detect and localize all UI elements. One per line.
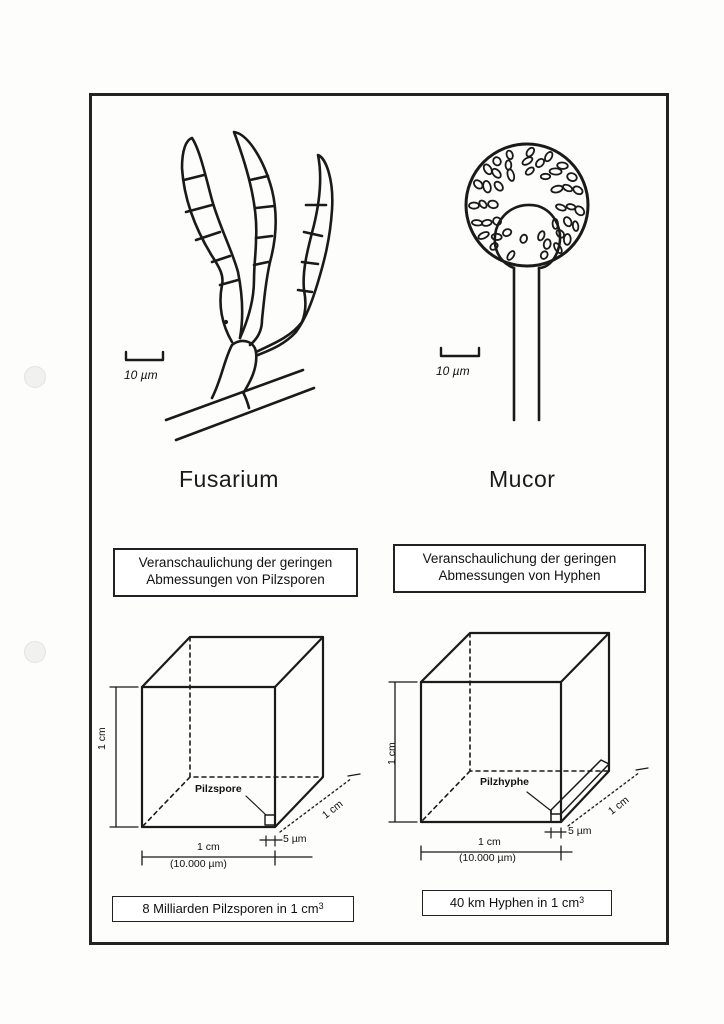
spore-cell (537, 230, 546, 241)
spore-cell (472, 220, 483, 226)
spore-cell (525, 146, 536, 158)
fusarium-title: Fusarium (179, 466, 279, 492)
spore-cell (562, 183, 573, 192)
spore-cell (493, 180, 505, 192)
hypha-height-label: 1 cm (386, 742, 398, 765)
spore-cell (524, 166, 535, 176)
spore-cell (539, 250, 549, 260)
spore-cell (505, 160, 511, 169)
spore-cell (477, 231, 490, 241)
fusarium-drawing (126, 132, 332, 440)
spore-width-microns: (10.000 µm) (170, 858, 227, 870)
spore-cell (541, 174, 550, 180)
spore-caption-box (112, 896, 354, 922)
spore-cell (521, 156, 533, 167)
spore-cell (502, 228, 513, 238)
spore-cell (519, 234, 528, 244)
spore-cell (572, 221, 579, 231)
spore-cell (487, 200, 498, 209)
hypha-caption-box (422, 890, 612, 916)
spore-cell (472, 178, 484, 190)
spore-cube-drawing (110, 637, 360, 865)
spore-cell (492, 156, 503, 167)
spore-heading-line1: Veranschaulichung der geringen (138, 555, 333, 570)
spore-cell (557, 162, 568, 169)
hypha-heading-line2: Abmessungen von Hyphen (438, 568, 601, 583)
hypha-caption-text: 40 km Hyphen in 1 cm (449, 895, 580, 910)
spore-width-label: 1 cm (197, 841, 220, 853)
spore-cell (469, 203, 479, 209)
spore-cell (562, 216, 573, 228)
spore-size-label: 5 µm (283, 833, 307, 845)
spore-cell (551, 185, 564, 194)
pilzhyphe-label: Pilzhyphe (480, 776, 530, 788)
spore-cell (564, 234, 571, 245)
spore-cell (506, 150, 514, 160)
hypha-size-label: 5 µm (568, 825, 592, 837)
spore-height-label: 1 cm (96, 727, 108, 750)
spore-cell (566, 172, 578, 183)
fusarium-scale-label: 10 µm (124, 368, 158, 382)
spore-cell (482, 163, 493, 176)
spore-cell (491, 233, 501, 240)
spore-cell (572, 185, 584, 196)
pilzspore-label: Pilzspore (195, 783, 242, 795)
spore-cell (555, 203, 566, 211)
hypha-cube-drawing (389, 633, 648, 860)
hypha-heading-line1: Veranschaulichung der geringen (422, 551, 617, 566)
hypha-caption-exponent: 3 (579, 895, 585, 905)
mucor-title: Mucor (489, 466, 556, 492)
spore-cell (543, 151, 554, 163)
spore-caption-text: 8 Milliarden Pilzsporen in 1 cm (142, 901, 319, 916)
hypha-depth-label: 1 cm (606, 793, 632, 818)
spore-depth-label: 1 cm (320, 797, 346, 822)
hypha-heading-box (393, 544, 646, 593)
spore-heading-line2: Abmessungen von Pilzsporen (146, 572, 325, 587)
mucor-scale-label: 10 µm (436, 364, 470, 378)
hypha-width-microns: (10.000 µm) (459, 852, 516, 864)
spore-cell (506, 250, 516, 261)
spore-caption-exponent: 3 (318, 901, 324, 911)
hypha-width-label: 1 cm (478, 836, 501, 848)
spore-cell (543, 239, 552, 250)
spore-cell (482, 180, 492, 193)
spore-heading-box (113, 548, 358, 597)
mucor-drawing (441, 144, 588, 420)
spore-cell (534, 157, 545, 168)
